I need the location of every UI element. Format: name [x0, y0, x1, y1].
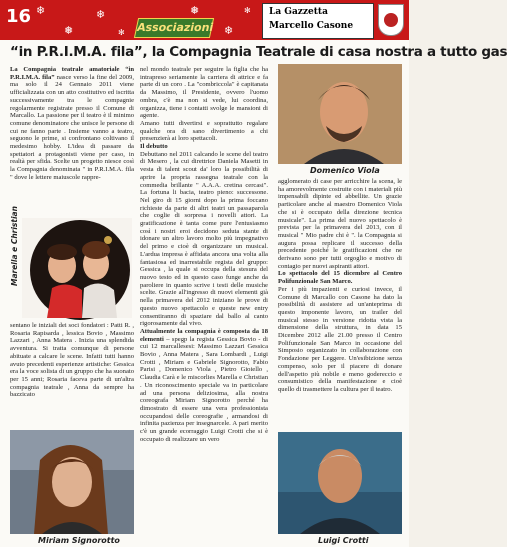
snowflake-icon: ❅	[64, 24, 74, 37]
caption-marella-christian: Marella e Christian	[10, 206, 19, 286]
page-header	[0, 0, 409, 40]
article-headline: “in P.R.I.M.A. fila”, la Compagnia Teatrale di casa nostra a tutto gas	[10, 44, 507, 60]
lead-rest: nasce verso la fine del 2009, ma solo il 24 Gennaio 2011 viene ufficializzata con un atto costitutivo ed iscritta successivamente tra le compagnie regolarmente registrate presso il Comune di Marcallo. La passione per il teatro è il minimo comune denominatore che unisce le persone di cui ne fanno parte . Insieme vanno a teatro, seguono le prime, si confrontano coltivano il medesimo hobby. L'idea di passare da spettatori a protagonisti viene per caso, in realtà per sfida. Scelte un progetto niesce così la Compagnia denominata " in P.R.I.M.A. fila " dove le lettere maiuscole rappre-	[10, 73, 134, 181]
page-number: 16	[6, 6, 32, 27]
snowflake-icon: ❄	[96, 8, 106, 21]
lead-bold: La Compagnia teatrale amatoriale “in P.R.I.M.A. fila”	[10, 66, 134, 81]
masthead-title: La Gazzetta	[269, 7, 328, 17]
snowflake-icon: ❅	[190, 4, 200, 17]
caption-luigi: Luigi Crotti	[318, 536, 369, 545]
snowflake-icon: ❄	[36, 4, 46, 17]
col1-bottom-paragraph: sentano le iniziali dei soci fondatori : Patti R. , Rosaria Rapisarda , lessica Bovio , Massimo Lazzari , Anna Matera . Inizia una splendida avventura. Si tratta comunque di persone abituate a calcare le scene. Infatti tutti hanno avuto precedenti esperienze artistiche: Gessica era la voce solista di un gruppo che ha suonato per 15 anni; Rosaria faceva parte di un'altra compagnia teatrale , Anna da sempre ha bazzicato	[10, 322, 134, 399]
photo-miriam-signorotto	[10, 430, 134, 534]
col3-paragraph-1: agglomerato di case per arricchire la scena, le ha amorevolmente costruite con i materiali più impensabili dipinte ed abbellite. Un grazie particolare anche al maestro Domenico Viola che si è occupato della direzione tecnica musicale". La prima del nuovo spettacolo è prevista per la primavera del 2013, con il musical " Mio padre chi è ". la Compagnia si augura possa replicare il successo della precedente poiché le gratificazioni che ne derivano sono per tutti orgoglio e motivo di contagio per nuovi aspiranti attori.	[278, 178, 402, 270]
masthead	[262, 3, 374, 39]
photo-domenico-viola	[278, 64, 402, 164]
masthead-subtitle: Marcello Casone	[269, 21, 354, 31]
col2-paragraph-2: Amano tutti divertirsi e soprattutto regalare qualche ora di sano divertimento a chi presenzierà ai loro spettacoli.	[140, 119, 268, 143]
photo-luigi-crotti	[278, 432, 402, 534]
col2-paragraph-4: – spegp la regista Gessica Bovio - di cui 12 marcallesesi: Massimo Lazzari Gessica Bovio , Anna Matera , Sara Lombardi , Luigi Crotti , Miriam e Gabriele Signorotto, Fabio Parisi , Domenico Viola , Pietro Gioiello , Claudia Carà e le miscorlies Marella e Christian . Un riconoscimento speciale va in particolare ad una persona deliziosima, alla nostra coreografa Miriam Signorotto perché ha dimostrato di essere una vera professionista occupandosi delle coreografie , armandosi di infinita pazienza per insegnarcele. A pari merito c'è un grande ecorraggio Luigi Crotti che si è occupato di realizzare un vero	[140, 335, 268, 443]
subheading-attualmente: Attualmente la compagnia è composta da 18 elementi	[140, 327, 268, 343]
column-3	[278, 178, 402, 394]
col1-lead-paragraph	[10, 66, 134, 182]
snowflake-icon: ❄	[224, 24, 234, 37]
subheading-spettacolo: Lo spettacolo del 15 dicembre al Centro Polifunzionale San Marco.	[278, 270, 402, 286]
section-label: Associazioni	[134, 18, 214, 38]
photo-marella-christian	[22, 218, 132, 318]
caption-miriam: Miriam Signorotto	[38, 536, 120, 545]
snowflake-icon: ✻	[244, 6, 251, 15]
col2-paragraph-3: Debuttano nel 2011 calcando le scene del teatro di Mesero , la cui direttrice Daniela Masetti in vesta di talent scout da' loro la possibilità di aprire la propria rassegna teatrale con la commedia brillante " A.A.A. cretina cercasi". La fortuna li bacia, teatro pieno: successone. Nel giro di 15 giorni dopo la prima foccano richieste da parte di altri teatri un passaparola che coglie di sorpresa i novelli attori. La gratificazione è tanta come pure l'entusiasmo così i nostri eroi decidono seduta stante di idonare un altro lavoro molto più impegnativo del primo e cioè di organizzare un musical. L'ardua impresa è affidata ancora una volta alla fantasiosa ed inarrestabile regista del gruppo: Gessica , la quale si occupa della stesura del nuovo testo ed in questo caso funge anche da paroliere in quanto scrive i testi delle musiche scelte. Grazie all'ingresso di nuovi elementi già nella primavera del 2012 iniziano le prove di questo nuovo spettacolo e queste new entry consentiranno di spaziare dal ballo al canto rigorosamente dal vivo.	[140, 150, 268, 328]
subheading-debutto: Il debutto	[140, 143, 168, 151]
col3-paragraph-2: Per i più impazienti e curiosi invece, il Comune di Marcallo con Casone ha dato la possibilità di assistere ad un'anteprima di questo imponente lavoro, un trailer del musical stesso in versione ridotta vista la dimensione della struttura, in data 15 Dicembre 2012 alle 21.00 presso il Centro Polifunzionale San Marco in occasione del Simposio organizzato in collaborazione con Fondazione per Leggere. Un'esibizione senza compenso, solo per il piacere di donare dell'aspetto più nobile e meno godereccio e consumistico della manifestazione e cioè quello di trasmettere la cultura per il teatro.	[278, 285, 402, 393]
caption-domenico: Domenico Viola	[310, 166, 380, 175]
col2-paragraph-1: nel mondo teatrale per seguire la figlia che ha intrapreso seriamente la carriera di attrice e fa parte di un coro . La "combriccola" è capitanata da Massimo, il Presidente, ovvero l'uomo ombra, c'è ma non si vede, lui coordina, organizza, tiene i contatti svolge le mansioni di agente.	[140, 66, 268, 120]
snowflake-icon: ✻	[118, 28, 125, 37]
column-2	[140, 66, 268, 443]
town-crest-icon	[378, 4, 404, 36]
